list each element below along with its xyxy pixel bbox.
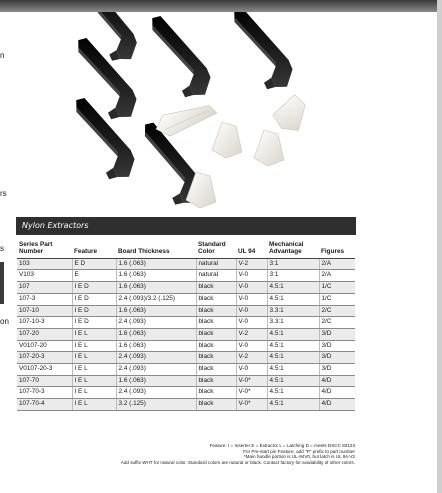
table-cell: I E L [72, 340, 116, 352]
table-cell: 3.2 (.125) [116, 399, 196, 411]
table-cell: 2/C [319, 317, 355, 329]
specs-table [17, 240, 355, 411]
table-cell: 3/D [319, 364, 355, 376]
table-cell: V0107-20-3 [17, 364, 72, 376]
table-cell: 3:1 [267, 258, 319, 270]
footnote: Add suffix WHT for natural color. Standard colors are natural or black. Contact factory for availability of other colors. [120, 460, 355, 466]
table-row [17, 282, 355, 294]
page-top-edge [0, 0, 442, 12]
table-cell: 107-70-3 [17, 387, 72, 399]
natural-wedge-3 [254, 130, 284, 166]
column-header: Mechanical Advantage [267, 240, 319, 258]
table-cell: 1/C [319, 282, 355, 294]
table-cell: 4.5:1 [267, 282, 319, 294]
table-cell: 4/D [319, 387, 355, 399]
table-cell: 2/A [319, 270, 355, 282]
table-cell: 2.4 (.093)/3.2 (.125) [116, 293, 196, 305]
table-cell: black [196, 282, 236, 294]
table-cell: 4.5:1 [267, 364, 319, 376]
table-cell: 3/D [319, 352, 355, 364]
table-cell: 4/D [319, 399, 355, 411]
table-cell: V-0 [236, 270, 267, 282]
table-row [17, 375, 355, 387]
footnote: *Main handle portion is UL-94V0, but latch is UL 94-V2 [243, 454, 355, 460]
table-cell: 4.5:1 [267, 375, 319, 387]
table-cell: 4.5:1 [267, 399, 319, 411]
table-cell: 1.6 (.063) [116, 305, 196, 317]
table-cell: black [196, 340, 236, 352]
table-row [17, 328, 355, 340]
table-row [17, 387, 355, 399]
table-cell: black [196, 293, 236, 305]
table-cell: 4.5:1 [267, 293, 319, 305]
page-right-edge [437, 0, 442, 493]
table-cell: black [196, 399, 236, 411]
table-row [17, 258, 355, 270]
table-cell: 1/C [319, 293, 355, 305]
table-cell: V-0* [236, 375, 267, 387]
table-cell: black [196, 364, 236, 376]
table-cell: E [72, 270, 116, 282]
table-cell: 107-70-4 [17, 399, 72, 411]
specs-table-wrapper [17, 240, 355, 411]
extractors-illustration [16, 12, 356, 217]
table-row [17, 352, 355, 364]
table-cell: V-0 [236, 317, 267, 329]
table-row [17, 399, 355, 411]
natural-wedge-2 [212, 122, 242, 158]
side-text-fragment: rs [0, 189, 7, 198]
table-cell: black [196, 305, 236, 317]
table-cell: I E L [72, 387, 116, 399]
table-cell: V-0 [236, 340, 267, 352]
table-cell: 107-3 [17, 293, 72, 305]
table-cell: I E D [72, 317, 116, 329]
table-header-row [17, 240, 355, 258]
side-text-fragment: s [0, 244, 4, 253]
table-cell: 4/D [319, 375, 355, 387]
table-cell: 3.3:1 [267, 305, 319, 317]
table-cell: 2/C [319, 305, 355, 317]
table-cell: I E L [72, 328, 116, 340]
table-cell: 107-10-3 [17, 317, 72, 329]
table-row [17, 293, 355, 305]
table-cell: I E D [72, 305, 116, 317]
table-cell: 107-20-3 [17, 352, 72, 364]
table-cell: 3:1 [267, 270, 319, 282]
table-row [17, 305, 355, 317]
natural-wedge-1 [269, 90, 312, 136]
table-footnotes [17, 443, 355, 466]
table-cell: natural [196, 270, 236, 282]
column-header: Standard Color [196, 240, 236, 258]
table-cell: black [196, 352, 236, 364]
column-header: Series Part Number [17, 240, 72, 258]
table-cell: V103 [17, 270, 72, 282]
column-header: UL 94 [236, 240, 267, 258]
table-cell: 1.6 (.063) [116, 282, 196, 294]
table-cell: V-2 [236, 352, 267, 364]
table-row [17, 340, 355, 352]
table-cell: 107-20 [17, 328, 72, 340]
table-cell: I E D [72, 282, 116, 294]
table-cell: I E L [72, 364, 116, 376]
table-cell: natural [196, 258, 236, 270]
side-text-fragment: on [0, 317, 9, 326]
table-cell: 2.4 (.093) [116, 387, 196, 399]
table-cell: 107 [17, 282, 72, 294]
table-cell: 2/A [319, 258, 355, 270]
table-row [17, 270, 355, 282]
table-cell: 4.5:1 [267, 352, 319, 364]
table-cell: 1.6 (.063) [116, 328, 196, 340]
table-cell: V-0* [236, 387, 267, 399]
table-cell: 4.5:1 [267, 387, 319, 399]
table-cell: 1.6 (.063) [116, 375, 196, 387]
table-cell: black [196, 328, 236, 340]
table-cell: 2.4 (.093) [116, 364, 196, 376]
black-extractor-4 [52, 35, 154, 127]
table-cell: 4.5:1 [267, 340, 319, 352]
black-extractor-2 [126, 13, 228, 105]
table-cell: V-0 [236, 293, 267, 305]
table-cell: V-0 [236, 364, 267, 376]
table-cell: 3.3:1 [267, 317, 319, 329]
table-cell: black [196, 375, 236, 387]
footnote: For Pre-start pin Feature, add "P" prefix to part number [243, 448, 355, 454]
table-row [17, 364, 355, 376]
table-cell: 1.6 (.063) [116, 258, 196, 270]
table-cell: I E L [72, 352, 116, 364]
column-header: Figures [319, 240, 355, 258]
table-cell: V-0 [236, 305, 267, 317]
table-cell: 2.4 (.093) [116, 352, 196, 364]
table-cell: I E D [72, 293, 116, 305]
table-cell: V-0* [236, 399, 267, 411]
table-cell: black [196, 317, 236, 329]
photo-caption: Nylon Extractors [16, 217, 356, 235]
table-cell: 107-10 [17, 305, 72, 317]
table-cell: V-0 [236, 282, 267, 294]
left-margin-bar [0, 262, 4, 304]
table-cell: E D [72, 258, 116, 270]
table-body [17, 258, 355, 410]
footnote: Feature: I = Inserter E = Extractor L = Latching D = meets DSCC 83123 [209, 443, 355, 448]
table-cell: V-2 [236, 328, 267, 340]
table-cell: 103 [17, 258, 72, 270]
black-extractor-3 [208, 12, 310, 97]
table-cell: 1.6 (.063) [116, 270, 196, 282]
table-cell: 3/D [319, 340, 355, 352]
table-cell: V0107-20 [17, 340, 72, 352]
table-cell: 2.4 (.093) [116, 317, 196, 329]
side-text-fragment: n [0, 51, 5, 60]
table-cell: I E L [72, 375, 116, 387]
table-cell: I E L [72, 399, 116, 411]
table-cell: 3/D [319, 328, 355, 340]
table-row [17, 317, 355, 329]
column-header: Feature [72, 240, 116, 258]
table-cell: V-2 [236, 258, 267, 270]
table-cell: 1.6 (.063) [116, 340, 196, 352]
product-photo [16, 12, 356, 217]
column-header: Board Thickness [116, 240, 196, 258]
table-cell: black [196, 387, 236, 399]
table-cell: 4.5:1 [267, 328, 319, 340]
table-cell: 107-70 [17, 375, 72, 387]
black-extractor-5 [50, 95, 152, 187]
